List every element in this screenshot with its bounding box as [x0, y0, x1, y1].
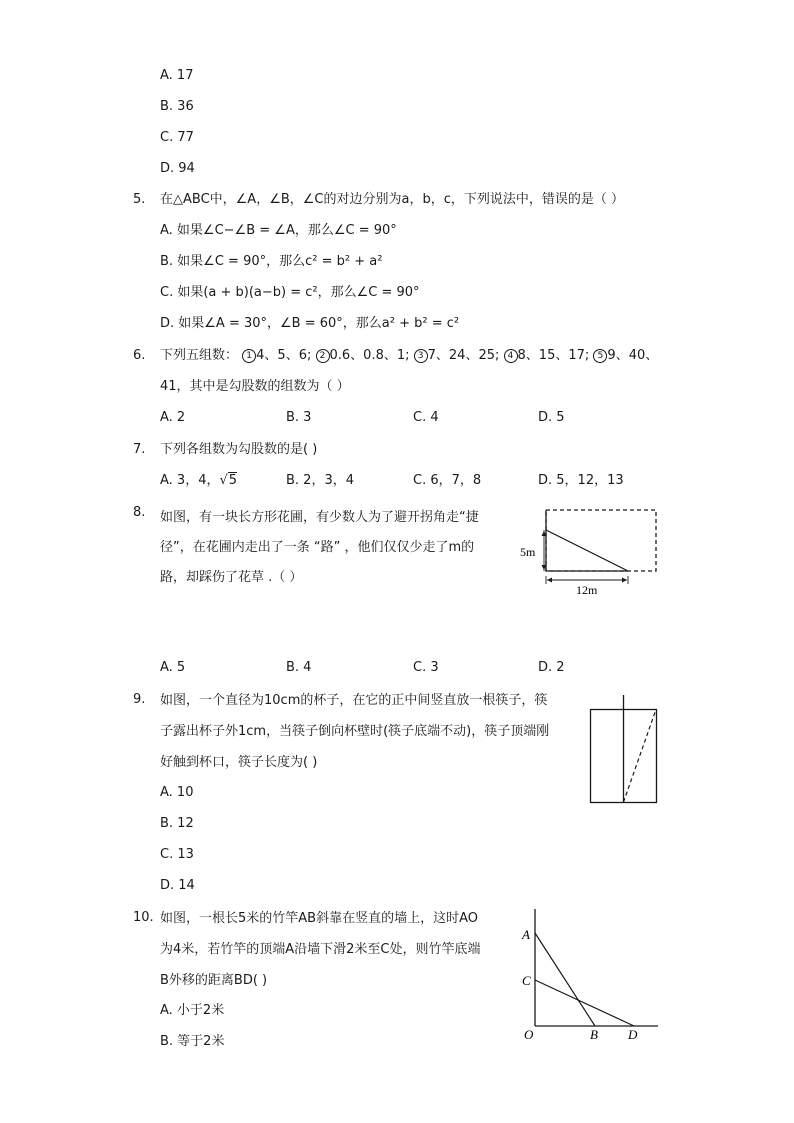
- arrow-right-icon: [622, 578, 627, 583]
- q7-number: 7.: [133, 442, 146, 457]
- q8-height-label: 5m: [520, 545, 536, 559]
- circled-number-icon: 4: [504, 349, 518, 363]
- q10-option-b: B. 等于2米: [160, 1034, 225, 1049]
- q6-stem-line2: 41，其中是勾股数的组数为（ ）: [160, 379, 350, 394]
- q9-option-d: D. 14: [160, 878, 195, 893]
- q4-option-c: C. 77: [160, 130, 194, 145]
- q7-option-a-radicand: 5: [228, 473, 238, 488]
- q7-option-d: D. 5，12，13: [538, 473, 624, 488]
- q10-stem-line2: 为4米，若竹竿的顶端A沿墙下滑2米至C处，则竹竿底端: [160, 942, 481, 957]
- q6-intro: 下列五组数：: [160, 348, 239, 363]
- q6-option-c: C. 4: [413, 410, 439, 425]
- q8-garden-rectangle: [546, 510, 656, 571]
- q8-shortcut-path: [546, 530, 628, 571]
- q7-option-a: [160, 471, 237, 491]
- q8-option-b: B. 4: [286, 660, 312, 675]
- q9-number: 9.: [133, 692, 146, 707]
- q8-number: 8.: [133, 505, 146, 520]
- q7-stem: 下列各组数为勾股数的是( ): [160, 442, 318, 457]
- q10-label-a: A: [522, 927, 530, 942]
- q10-label-o: O: [524, 1027, 534, 1042]
- circled-number-icon: 3: [414, 349, 428, 363]
- q10-ladder-figure: [516, 905, 666, 1045]
- q6-group: 8、15、17;: [517, 348, 590, 363]
- q4-option-b: B. 36: [160, 99, 194, 114]
- sqrt-icon: √: [219, 473, 228, 488]
- q9-option-a: A. 10: [160, 785, 194, 800]
- q8-stem-line1: 如图，有一块长方形花圃，有少数人为了避开拐角走“捷: [160, 510, 479, 525]
- circled-number-icon: 5: [593, 349, 607, 363]
- q10-number: 10.: [133, 910, 154, 925]
- q6-option-d: D. 5: [538, 410, 565, 425]
- q9-cup-figure: [586, 694, 662, 806]
- q10-pole-cd: [535, 980, 634, 1026]
- q10-label-c: C: [522, 973, 531, 988]
- q6-number: 6.: [133, 348, 146, 363]
- q9-stem-line1: 如图，一个直径为10cm的杯子，在它的正中间竖直放一根筷子，筷: [160, 693, 548, 708]
- q4-option-d: D. 94: [160, 161, 195, 176]
- q8-option-a: A. 5: [160, 660, 186, 675]
- q9-stem-line3: 好触到杯口，筷子长度为( ): [160, 755, 318, 770]
- q5-option-d: D. 如果∠A = 30°，∠B = 60°，那么a² + b² = c²: [160, 316, 460, 331]
- q10-label-b: B: [590, 1027, 598, 1042]
- q10-stem-line3: B外移的距离BD( ): [160, 973, 268, 988]
- q5-stem: 在△ABC中，∠A，∠B，∠C的对边分别为a，b，c，下列说法中，错误的是（ ）: [160, 192, 625, 207]
- q9-stem-line2: 子露出杯子外1cm，当筷子倒向杯壁时(筷子底端不动)，筷子顶端刚: [160, 724, 550, 739]
- q5-option-a: A. 如果∠C−∠B = ∠A，那么∠C = 90°: [160, 223, 397, 238]
- arrow-left-icon: [547, 578, 552, 583]
- circled-number-icon: 2: [316, 349, 330, 363]
- q9-option-b: B. 12: [160, 816, 194, 831]
- q5-option-b: B. 如果∠C = 90°，那么c² = b² + a²: [160, 254, 383, 269]
- q8-option-c: C. 3: [413, 660, 439, 675]
- q6-group: 4、5、6;: [256, 348, 312, 363]
- q8-garden-figure: [510, 502, 670, 602]
- q10-option-a: A. 小于2米: [160, 1003, 225, 1018]
- q6-group: 7、24、25;: [427, 348, 500, 363]
- q5-number: 5.: [133, 192, 146, 207]
- q5-option-c: C. 如果(a + b)(a−b) = c²，那么∠C = 90°: [160, 285, 420, 300]
- q6-option-b: B. 3: [286, 410, 312, 425]
- q6-stem-line1: [160, 346, 658, 366]
- q7-option-b: B. 2，3，4: [286, 473, 354, 488]
- q6-group: 9、40、: [607, 348, 659, 363]
- q7-option-c: C. 6，7，8: [413, 473, 482, 488]
- q4-option-a: A. 17: [160, 68, 194, 83]
- q10-stem-line1: 如图，一根长5米的竹竿AB斜靠在竖直的墙上，这时AO: [160, 911, 478, 926]
- q10-pole-ab: [535, 933, 595, 1026]
- q7-option-a-prefix: A. 3，4，: [160, 473, 220, 488]
- circled-number-icon: 1: [242, 349, 256, 363]
- q8-option-d: D. 2: [538, 660, 565, 675]
- q6-group: 0.6、0.8、1;: [329, 348, 410, 363]
- q10-label-d: D: [628, 1027, 638, 1042]
- q8-width-label: 12m: [576, 583, 598, 597]
- q9-chopstick-tilted: [624, 710, 657, 803]
- q9-option-c: C. 13: [160, 847, 194, 862]
- q6-option-a: A. 2: [160, 410, 186, 425]
- q8-stem-line3: 路，却踩伤了花草 .（ ）: [160, 570, 303, 585]
- q8-stem-line2: 径”，在花圃内走出了一条 “路” ，他们仅仅少走了m的: [160, 540, 475, 555]
